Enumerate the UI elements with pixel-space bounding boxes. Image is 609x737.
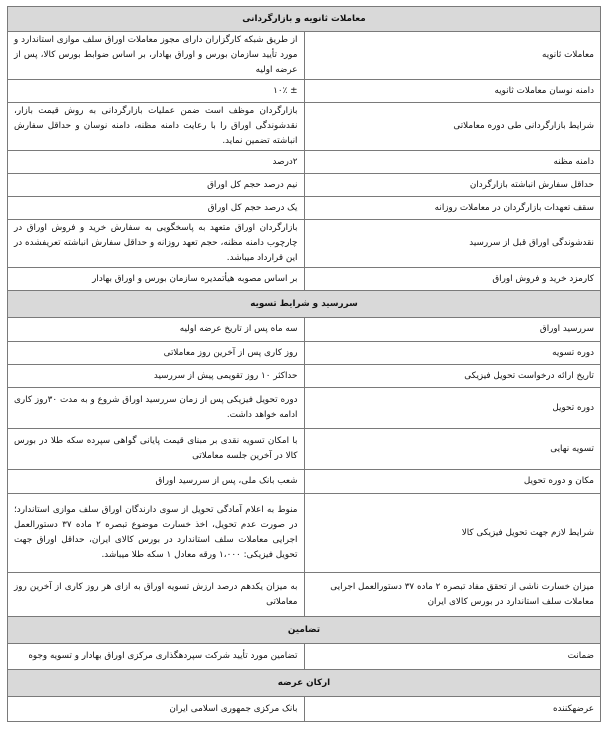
row-value: با امکان تسویه نقدی بر مبنای قیمت پایانی گواهی سپرده سکه طلا در بورس کالا در آخرین جلسه معاملاتی bbox=[8, 429, 305, 470]
row-value: یک درصد حجم کل اوراق bbox=[8, 197, 305, 220]
table-row bbox=[8, 342, 601, 365]
row-label: دوره تسویه bbox=[304, 342, 601, 365]
table-row bbox=[8, 32, 601, 80]
row-label: ضمانت bbox=[304, 644, 601, 670]
row-value: به میزان یکدهم درصد ارزش تسویه اوراق به ازای هر روز کاری از آخرین روز معاملاتی bbox=[8, 573, 305, 617]
table-row bbox=[8, 103, 601, 151]
row-label: تاریخ ارائه درخواست تحویل فیزیکی bbox=[304, 365, 601, 388]
section-title: سررسید و شرایط تسویه bbox=[8, 291, 601, 318]
table-row bbox=[8, 174, 601, 197]
row-label: سررسید اوراق bbox=[304, 318, 601, 342]
row-value: روز کاری پس از آخرین روز معاملاتی bbox=[8, 342, 305, 365]
row-label: عرضهکننده bbox=[304, 697, 601, 722]
row-label: شرایط بازارگردانی طی دوره معاملاتی bbox=[304, 103, 601, 151]
table-row bbox=[8, 388, 601, 429]
row-label: سقف تعهدات بازارگردان در معاملات روزانه bbox=[304, 197, 601, 220]
spec-table bbox=[7, 6, 601, 722]
row-value: بانک مرکزی جمهوری اسلامی ایران bbox=[8, 697, 305, 722]
table-row bbox=[8, 494, 601, 573]
table-row bbox=[8, 429, 601, 470]
row-value: ± ۱۰٪ bbox=[8, 80, 305, 103]
row-label: نقدشوندگی اوراق قبل از سررسید bbox=[304, 220, 601, 268]
row-label: دامنه مظنه bbox=[304, 151, 601, 174]
section-header-row bbox=[8, 291, 601, 318]
table-row bbox=[8, 268, 601, 291]
row-value: منوط به اعلام آمادگی تحویل از سوی دارندگان اوراق سلف موازی استاندارد؛ در صورت عدم تحویل، اخذ خسارت موضوع تبصره ۲ ماده ۳۷ دستورالعمل اجرایی معاملات سلف استاندارد در بورس کالای ایران، حداقل اوراق جهت تحویل فیزیکی: ۱،۰۰۰ ورقه معادل ۱ سکه طلا میباشد. bbox=[8, 494, 305, 573]
row-label: دامنه نوسان معاملات ثانویه bbox=[304, 80, 601, 103]
section-header-row bbox=[8, 7, 601, 32]
row-value: تضامین مورد تأیید شرکت سپردهگذاری مرکزی اوراق بهادار و تسویه وجوه bbox=[8, 644, 305, 670]
row-label: تسویه نهایی bbox=[304, 429, 601, 470]
row-value: بازارگردان اوراق متعهد به پاسخگویی به سفارش خرید و فروش اوراق در چارچوب دامنه مظنه، حجم تعهد روزانه و حداقل سفارش انباشته تعریفشده در این قرارداد میباشد. bbox=[8, 220, 305, 268]
table-row bbox=[8, 470, 601, 494]
row-label: مکان و دوره تحویل bbox=[304, 470, 601, 494]
section-header-row bbox=[8, 670, 601, 697]
spec-table-body bbox=[8, 7, 601, 722]
row-value: بر اساس مصوبه هیأتمدیره سازمان بورس و اوراق بهادار bbox=[8, 268, 305, 291]
section-title: تضامین bbox=[8, 617, 601, 644]
table-row bbox=[8, 644, 601, 670]
row-value: سه ماه پس از تاریخ عرضه اولیه bbox=[8, 318, 305, 342]
row-value: دوره تحویل فیزیکی پس از زمان سررسید اوراق شروع و به مدت ۳۰روز کاری ادامه خواهد داشت. bbox=[8, 388, 305, 429]
row-label: کارمزد خرید و فروش اوراق bbox=[304, 268, 601, 291]
table-row bbox=[8, 365, 601, 388]
row-value: از طریق شبکه کارگزاران دارای مجوز معاملات اوراق سلف موازی استاندارد و مورد تأیید سازمان بورس و اوراق بهادار، بر اساس ضوابط بورس کالا، پس از عرضه اولیه bbox=[8, 32, 305, 80]
row-label: میزان خسارت ناشی از تحقق مفاد تبصره ۲ ماده ۳۷ دستورالعمل اجرایی معاملات سلف استاندارد در بورس کالای ایران bbox=[304, 573, 601, 617]
table-row bbox=[8, 318, 601, 342]
table-row bbox=[8, 697, 601, 722]
row-label: حداقل سفارش انباشته بازارگردان bbox=[304, 174, 601, 197]
table-row bbox=[8, 197, 601, 220]
table-row bbox=[8, 80, 601, 103]
row-value: حداکثر ۱۰ روز تقویمی پیش از سررسید bbox=[8, 365, 305, 388]
row-label: دوره تحویل bbox=[304, 388, 601, 429]
row-label: شرایط لازم جهت تحویل فیزیکی کالا bbox=[304, 494, 601, 573]
table-row bbox=[8, 573, 601, 617]
section-header-row bbox=[8, 617, 601, 644]
section-title: معاملات ثانویه و بازارگردانی bbox=[8, 7, 601, 32]
table-row bbox=[8, 220, 601, 268]
row-value: نیم درصد حجم کل اوراق bbox=[8, 174, 305, 197]
row-value: شعب بانک ملی، پس از سررسید اوراق bbox=[8, 470, 305, 494]
row-label: معاملات ثانویه bbox=[304, 32, 601, 80]
table-row bbox=[8, 151, 601, 174]
row-value: بازارگردان موظف است ضمن عملیات بازارگردانی به روش قیمت بازار، نقدشوندگی اوراق را با رعایت دامنه مظنه، دامنه نوسان و حداقل سفارش انباشته تضمین نماید. bbox=[8, 103, 305, 151]
row-value: ۲درصد bbox=[8, 151, 305, 174]
section-title: ارکان عرضه bbox=[8, 670, 601, 697]
